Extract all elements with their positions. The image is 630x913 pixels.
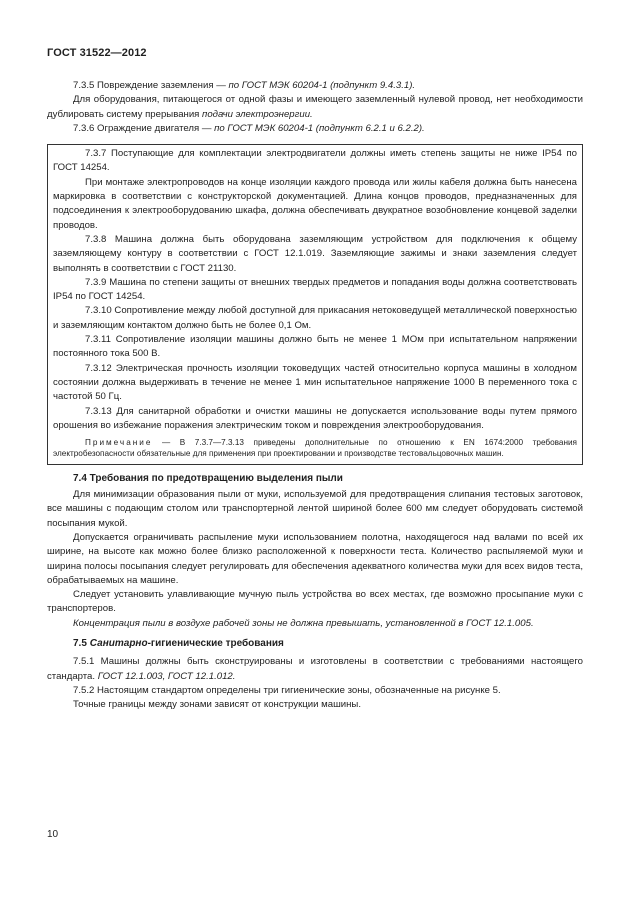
section-7-5-title: 7.5 Санитарно-гигиенические требования <box>73 637 284 649</box>
clause-7-5-1: 7.5.1 Машины должны быть сконструированы и изготовлены в соответствии с требованиями настоящего стандарта. ГОСТ 12.1.003, ГОСТ 12.1.012. <box>47 656 583 682</box>
clause-7-3-8: 7.3.8 Машина должна быть оборудована заземляющим устройством для подключения к общему заземляющему контуру в соответствии с ГОСТ 12.1.019. Заземляющие зажимы и знаки заземления следует выполнять в соответствии с ГОСТ 21130. <box>53 233 577 274</box>
clause-7-3-12: 7.3.12 Электрическая прочность изоляции токоведущих частей относительно корпуса машины в холодном состоянии должна выдерживать в течение не менее 1 мин испытательное напряжение 1000 В переменного тока с частотой 50 Гц. <box>53 362 577 403</box>
clause-7-3-10: 7.3.10 Сопротивление между любой доступной для прикасания нетоковедущей металлической поверхностью и заземляющим контактом должно быть не более 0,1 Ом. <box>53 305 577 331</box>
clause-7-3-11: 7.3.11 Сопротивление изоляции машины должно быть не менее 1 МОм при испытательном напряжении постоянного тока 500 В. <box>53 334 577 360</box>
dust-paragraph-3: Следует установить улавливающие мучную пыль устройства во всех местах, где возможно просыпание муки с транспортеров. <box>47 589 583 615</box>
note-label: Примечание <box>85 438 153 448</box>
dust-paragraph-2: Допускается ограничивать распыление муки использованием полотна, находящегося над валами по всей их ширине, на высоте как можно более близко расположенной к поверхности теста. Количество распыляемой муки и ширина полосы посыпания следует регулировать для обеспечения адекватного количества муки для всех видов теста, обрабатываемых на машине. <box>47 531 583 586</box>
page-content <box>47 79 583 712</box>
wiring-marking-paragraph: При монтаже электропроводов на конце изоляции каждого провода или жилы кабеля должна быть нанесена маркировка в соответствии с конструкторской документацией. Длина концов проводов, предназначенных для подсоединения к электрооборудованию шкафа, должна обеспечивать двукратное возобновление концевой заделки проводов. <box>53 176 577 231</box>
clause-7-3-6: 7.3.6 Ограждение двигателя — по ГОСТ МЭК 60204-1 (подпункт 6.2.1 и 6.2.2). <box>73 122 425 134</box>
clause-7-3-5: 7.3.5 Повреждение заземления — по ГОСТ МЭК 60204-1 (подпункт 9.4.3.1). <box>73 80 416 91</box>
electrical-safety-box <box>47 144 583 465</box>
clause-7-3-7: 7.3.7 Поступающие для комплектации электродвигатели должны иметь степень защиты не ниже IP54 по ГОСТ 14254. <box>53 148 577 174</box>
zone-boundaries-paragraph: Точные границы между зонами зависят от конструкции машины. <box>73 699 361 711</box>
note <box>53 437 577 460</box>
dust-paragraph-1: Для минимизации образования пыли от муки, используемой для предотвращения слипания тестовых заготовок, все машины с подающим столом или транспортерной лентой шириной более 600 мм следует оборудовать системой посыпания мукой. <box>47 489 583 529</box>
clause-7-3-9: 7.3.9 Машина по степени защиты от внешних твердых предметов и попадания воды должна соответствовать IP54 по ГОСТ 14254. <box>53 276 577 303</box>
dust-concentration-paragraph: Концентрация пыли в воздухе рабочей зоны не должна превышать, установленной в ГОСТ 12.1.005. <box>73 617 534 629</box>
clause-7-5-2: 7.5.2 Настоящим стандартом определены три гигиенические зоны, обозначенные на рисунке 5. <box>73 684 501 696</box>
note-text: — В 7.3.7—7.3.13 приведены дополнительные по отношению к EN 1674:2000 требования электробезопасности обязательные для применения при проектировании и производстве тестовальцовочных машин. <box>53 438 577 459</box>
document-code-header: ГОСТ 31522—2012 <box>47 47 147 59</box>
section-7-4-title: 7.4 Требования по предотвращению выделения пыли <box>73 472 343 484</box>
single-phase-paragraph: Для оборудования, питающегося от одной фазы и имеющего заземленный нулевой провод, нет необходимости дублировать систему прерывания подачи электроэнергии. <box>47 94 583 120</box>
clause-7-3-13: 7.3.13 Для санитарной обработки и очистки машины не допускается использование воды путем прямого орошения во избежание поражения электрическим током и повреждения электрооборудования. <box>53 405 577 431</box>
page-number: 10 <box>47 829 59 840</box>
